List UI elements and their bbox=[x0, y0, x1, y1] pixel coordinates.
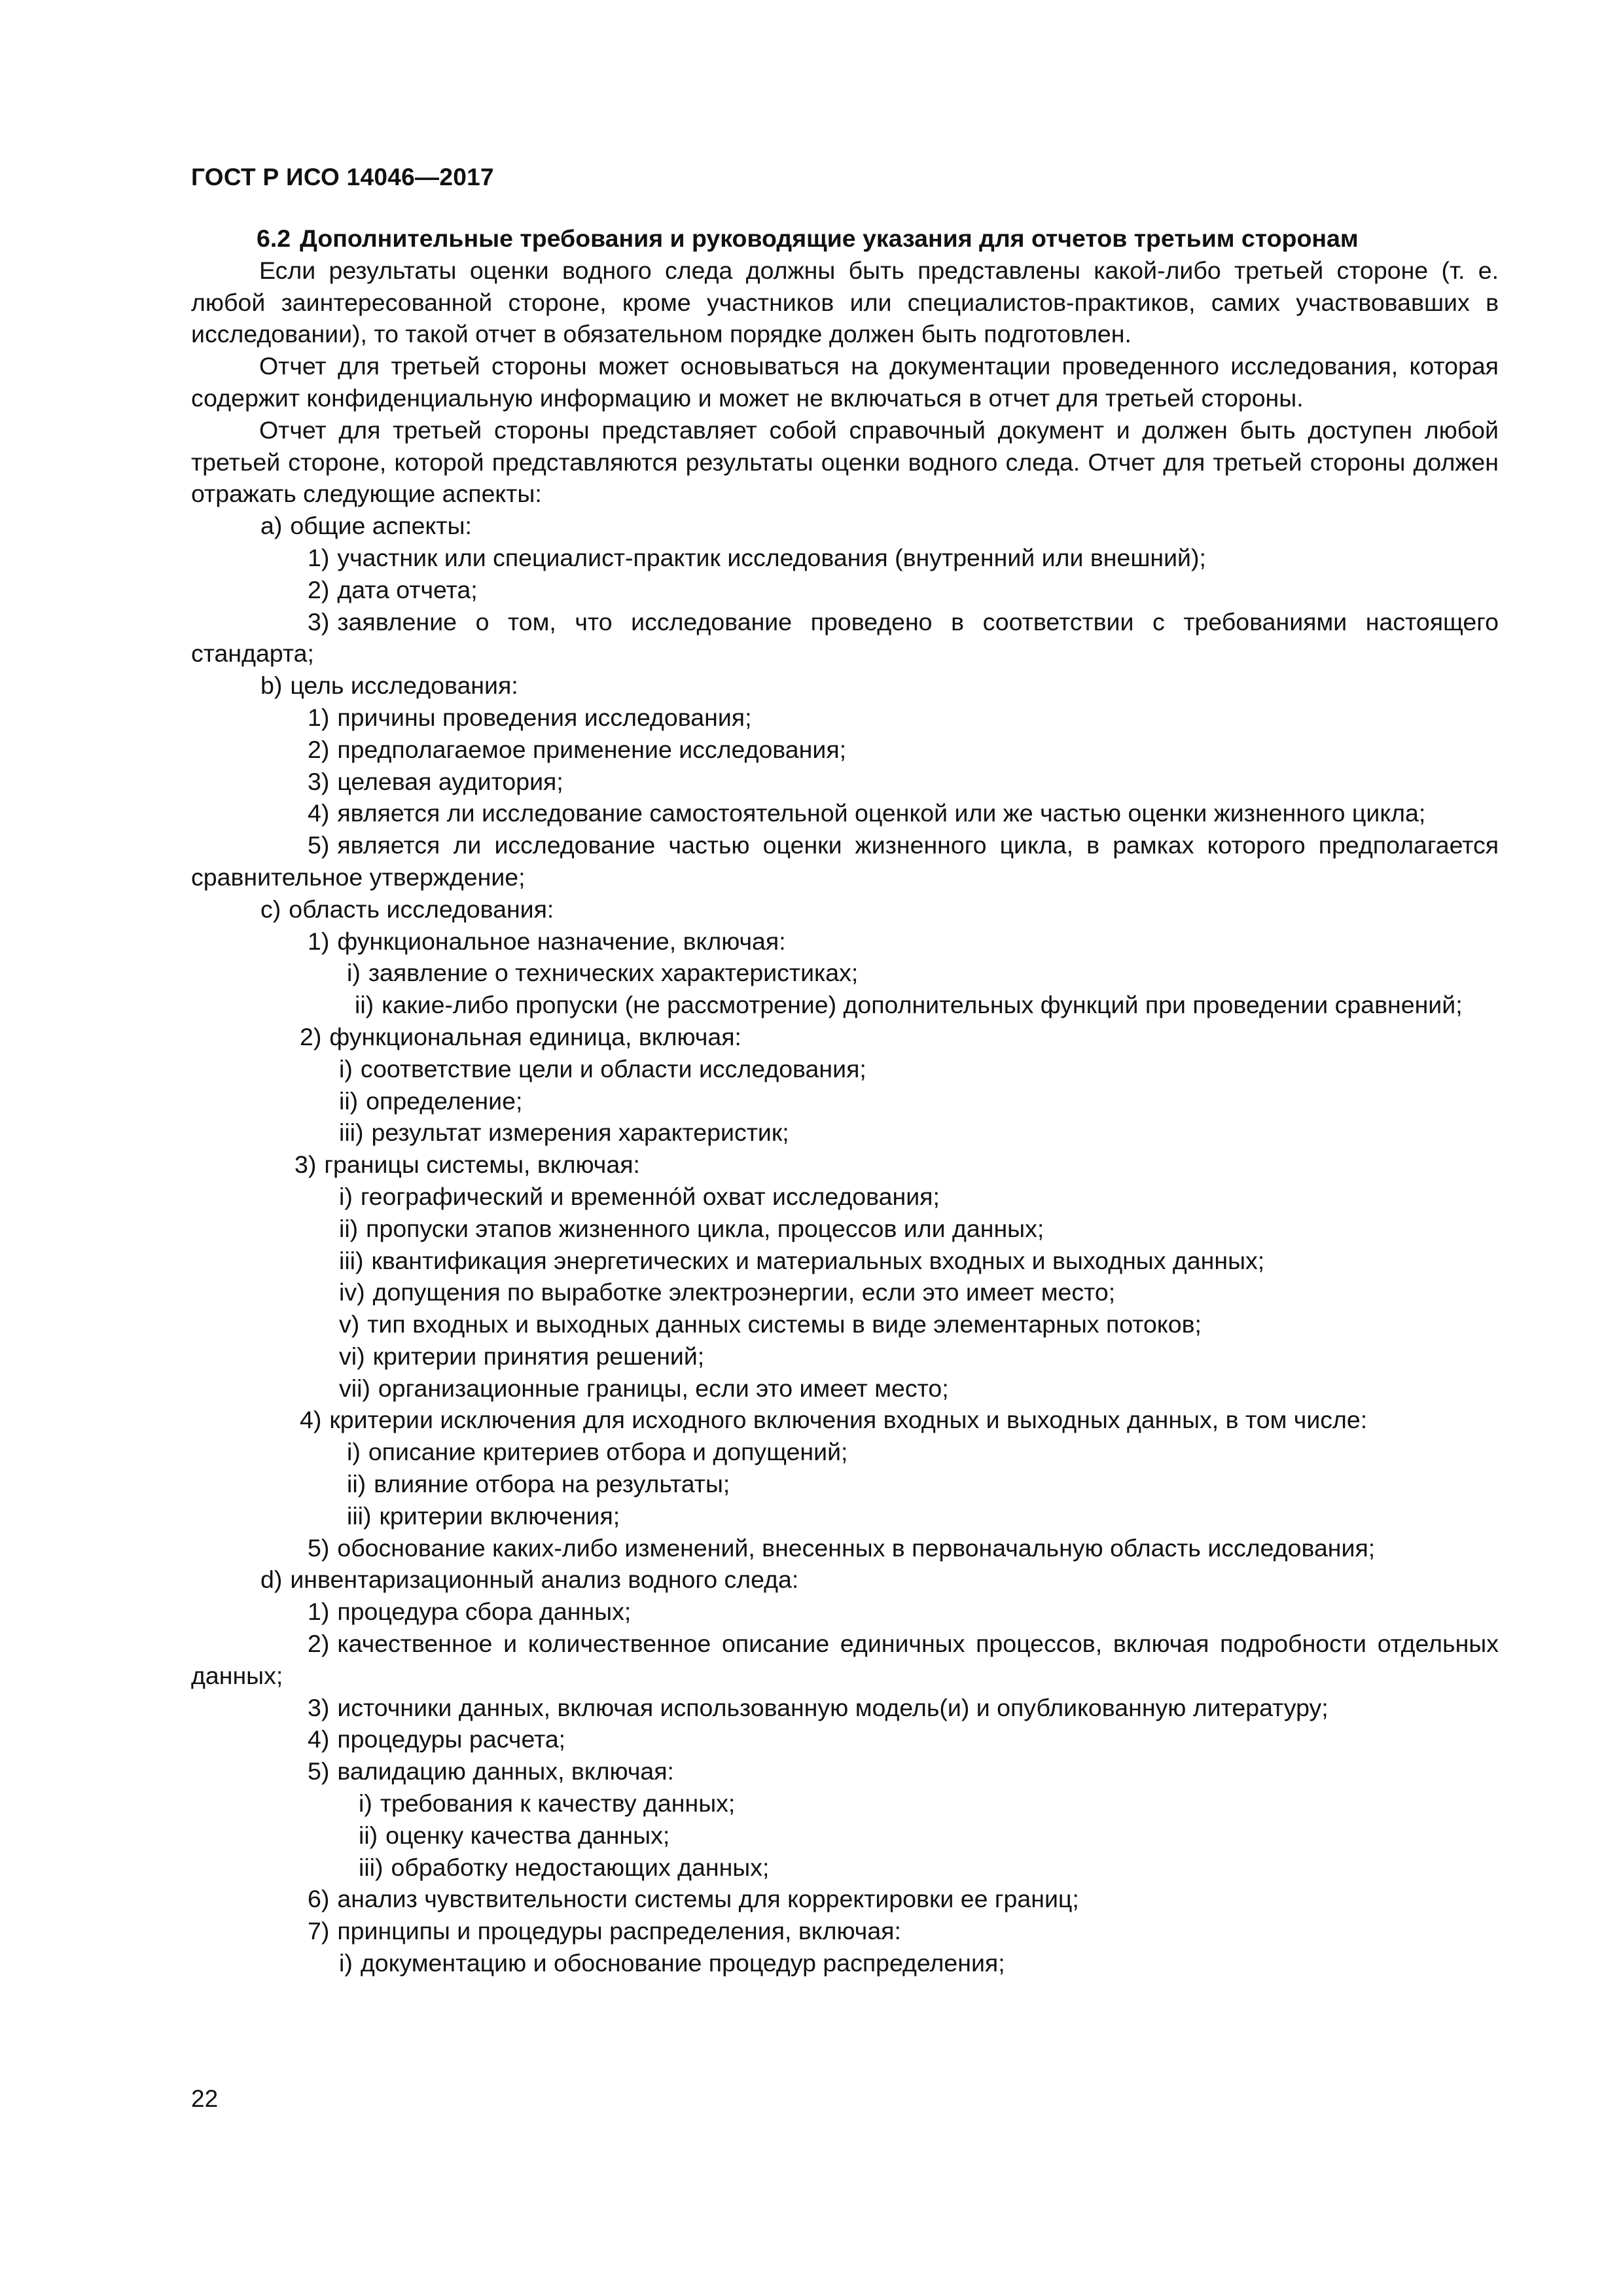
list-item-c-3-i: i) географический и временно́й охват исследования; bbox=[339, 1182, 940, 1210]
list-item-c-1-i: i) заявление о технических характеристиках; bbox=[347, 959, 859, 987]
list-item-d-5-iii: iii) обработку недостающих данных; bbox=[359, 1853, 770, 1881]
list-item-d-5-ii: ii) оценку качества данных; bbox=[359, 1821, 670, 1849]
list-item-c-1-ii: ii) какие-либо пропуски (не рассмотрение) дополнительных функций при проведении сравнений; bbox=[355, 991, 1463, 1019]
list-item-c-4-iii: iii) критерии включения; bbox=[347, 1501, 620, 1530]
list-item-d-2: 2) качественное и количественное описание единичных процессов, включая подробности отдельных данных; bbox=[191, 1630, 1499, 1689]
list-item-a: a) общие аспекты: bbox=[260, 512, 472, 540]
page-number: 22 bbox=[191, 2085, 219, 2112]
section-number: 6.2 bbox=[257, 224, 291, 252]
paragraph-3: Отчет для третьей стороны представляет собой справочный документ и должен быть доступен любой третьей стороне, которой представляются результаты оценки водного следа. Отчет для третьей стороны должен отражать следующие аспекты: bbox=[191, 416, 1499, 508]
list-item-b-2: 2) предполагаемое применение исследования; bbox=[308, 735, 847, 763]
list-item-b-4: 4) является ли исследование самостоятельной оценкой или же частью оценки жизненного цикла; bbox=[308, 799, 1426, 827]
list-item-c-3-v: v) тип входных и выходных данных системы в виде элементарных потоков; bbox=[339, 1310, 1202, 1338]
standard-code: ГОСТ Р ИСО 14046—2017 bbox=[191, 164, 494, 190]
list-item-d-5: 5) валидацию данных, включая: bbox=[308, 1757, 674, 1785]
list-item-d: d) инвентаризационный анализ водного следа: bbox=[260, 1566, 799, 1594]
list-item-c-5: 5) обоснование каких-либо изменений, внесенных в первоначальную область исследования; bbox=[308, 1534, 1376, 1562]
list-item-c-2: 2) функциональная единица, включая: bbox=[300, 1022, 741, 1050]
list-item-d-7: 7) принципы и процедуры распределения, включая: bbox=[308, 1917, 901, 1945]
list-item-b-3: 3) целевая аудитория; bbox=[308, 767, 563, 795]
list-item-c-4-ii: ii) влияние отбора на результаты; bbox=[347, 1470, 730, 1498]
list-item-c-2-iii: iii) результат измерения характеристик; bbox=[339, 1119, 789, 1147]
section-title: Дополнительные требования и руководящие указания для отчетов третьим сторонам bbox=[300, 224, 1359, 252]
list-item-d-7-i: i) документацию и обоснование процедур распределения; bbox=[339, 1949, 1005, 1977]
list-item-c-3-vii: vii) организационные границы, если это имеет место; bbox=[339, 1374, 949, 1402]
list-item-c: c) область исследования: bbox=[260, 895, 554, 923]
list-item-c-2-i: i) соответствие цели и области исследования; bbox=[339, 1054, 866, 1083]
list-item-c-2-ii: ii) определение; bbox=[339, 1086, 523, 1115]
list-item-a-1: 1) участник или специалист-практик исследования (внутренний или внешний); bbox=[308, 543, 1206, 571]
list-item-c-3-iii: iii) квантификация энергетических и материальных входных и выходных данных; bbox=[339, 1246, 1265, 1274]
list-item-a-3: 3) заявление о том, что исследование проведено в соответствии с требованиями настоящего стандарта; bbox=[191, 607, 1499, 668]
list-item-c-4: 4) критерии исключения для исходного включения входных и выходных данных, в том числе: bbox=[300, 1406, 1368, 1434]
list-item-d-4: 4) процедуры расчета; bbox=[308, 1725, 566, 1753]
list-item-d-1: 1) процедура сбора данных; bbox=[308, 1598, 632, 1626]
list-item-c-3-ii: ii) пропуски этапов жизненного цикла, процессов или данных; bbox=[339, 1214, 1044, 1242]
list-item-b: b) цель исследования: bbox=[260, 672, 518, 700]
list-item-a-2: 2) дата отчета; bbox=[308, 575, 478, 603]
list-item-b-5: 5) является ли исследование частью оценки жизненного цикла, в рамках которого предполагается сравнительное утверждение; bbox=[191, 831, 1499, 891]
list-item-b-1: 1) причины проведения исследования; bbox=[308, 703, 752, 731]
list-item-d-6: 6) анализ чувствительности системы для корректировки ее границ; bbox=[308, 1885, 1079, 1913]
page-body bbox=[191, 223, 1499, 1979]
list-item-c-3: 3) границы системы, включая: bbox=[294, 1151, 640, 1179]
list-item-c-3-iv: iv) допущения по выработке электроэнергии, если это имеет место; bbox=[339, 1278, 1116, 1306]
paragraph-1: Если результаты оценки водного следа должны быть представлены какой-либо третьей стороне (т. е. любой заинтересованной стороне, кроме участников или специалистов-практиков, самих участвовавших в исследовании), то такой отчет в обязательном порядке должен быть подготовлен. bbox=[191, 256, 1499, 348]
paragraph-2: Отчет для третьей стороны может основываться на документации проведенного исследования, которая содержит конфиденциальную информацию и может не включаться в отчет для третьей стороны. bbox=[191, 352, 1499, 412]
list-item-c-4-i: i) описание критериев отбора и допущений; bbox=[347, 1438, 848, 1466]
list-item-c-1: 1) функциональное назначение, включая: bbox=[308, 927, 786, 955]
list-item-c-3-vi: vi) критерии принятия решений; bbox=[339, 1342, 705, 1370]
list-item-d-3: 3) источники данных, включая использованную модель(и) и опубликованную литературу; bbox=[308, 1693, 1329, 1721]
section-heading bbox=[257, 223, 1499, 255]
list-item-d-5-i: i) требования к качеству данных; bbox=[359, 1789, 736, 1818]
